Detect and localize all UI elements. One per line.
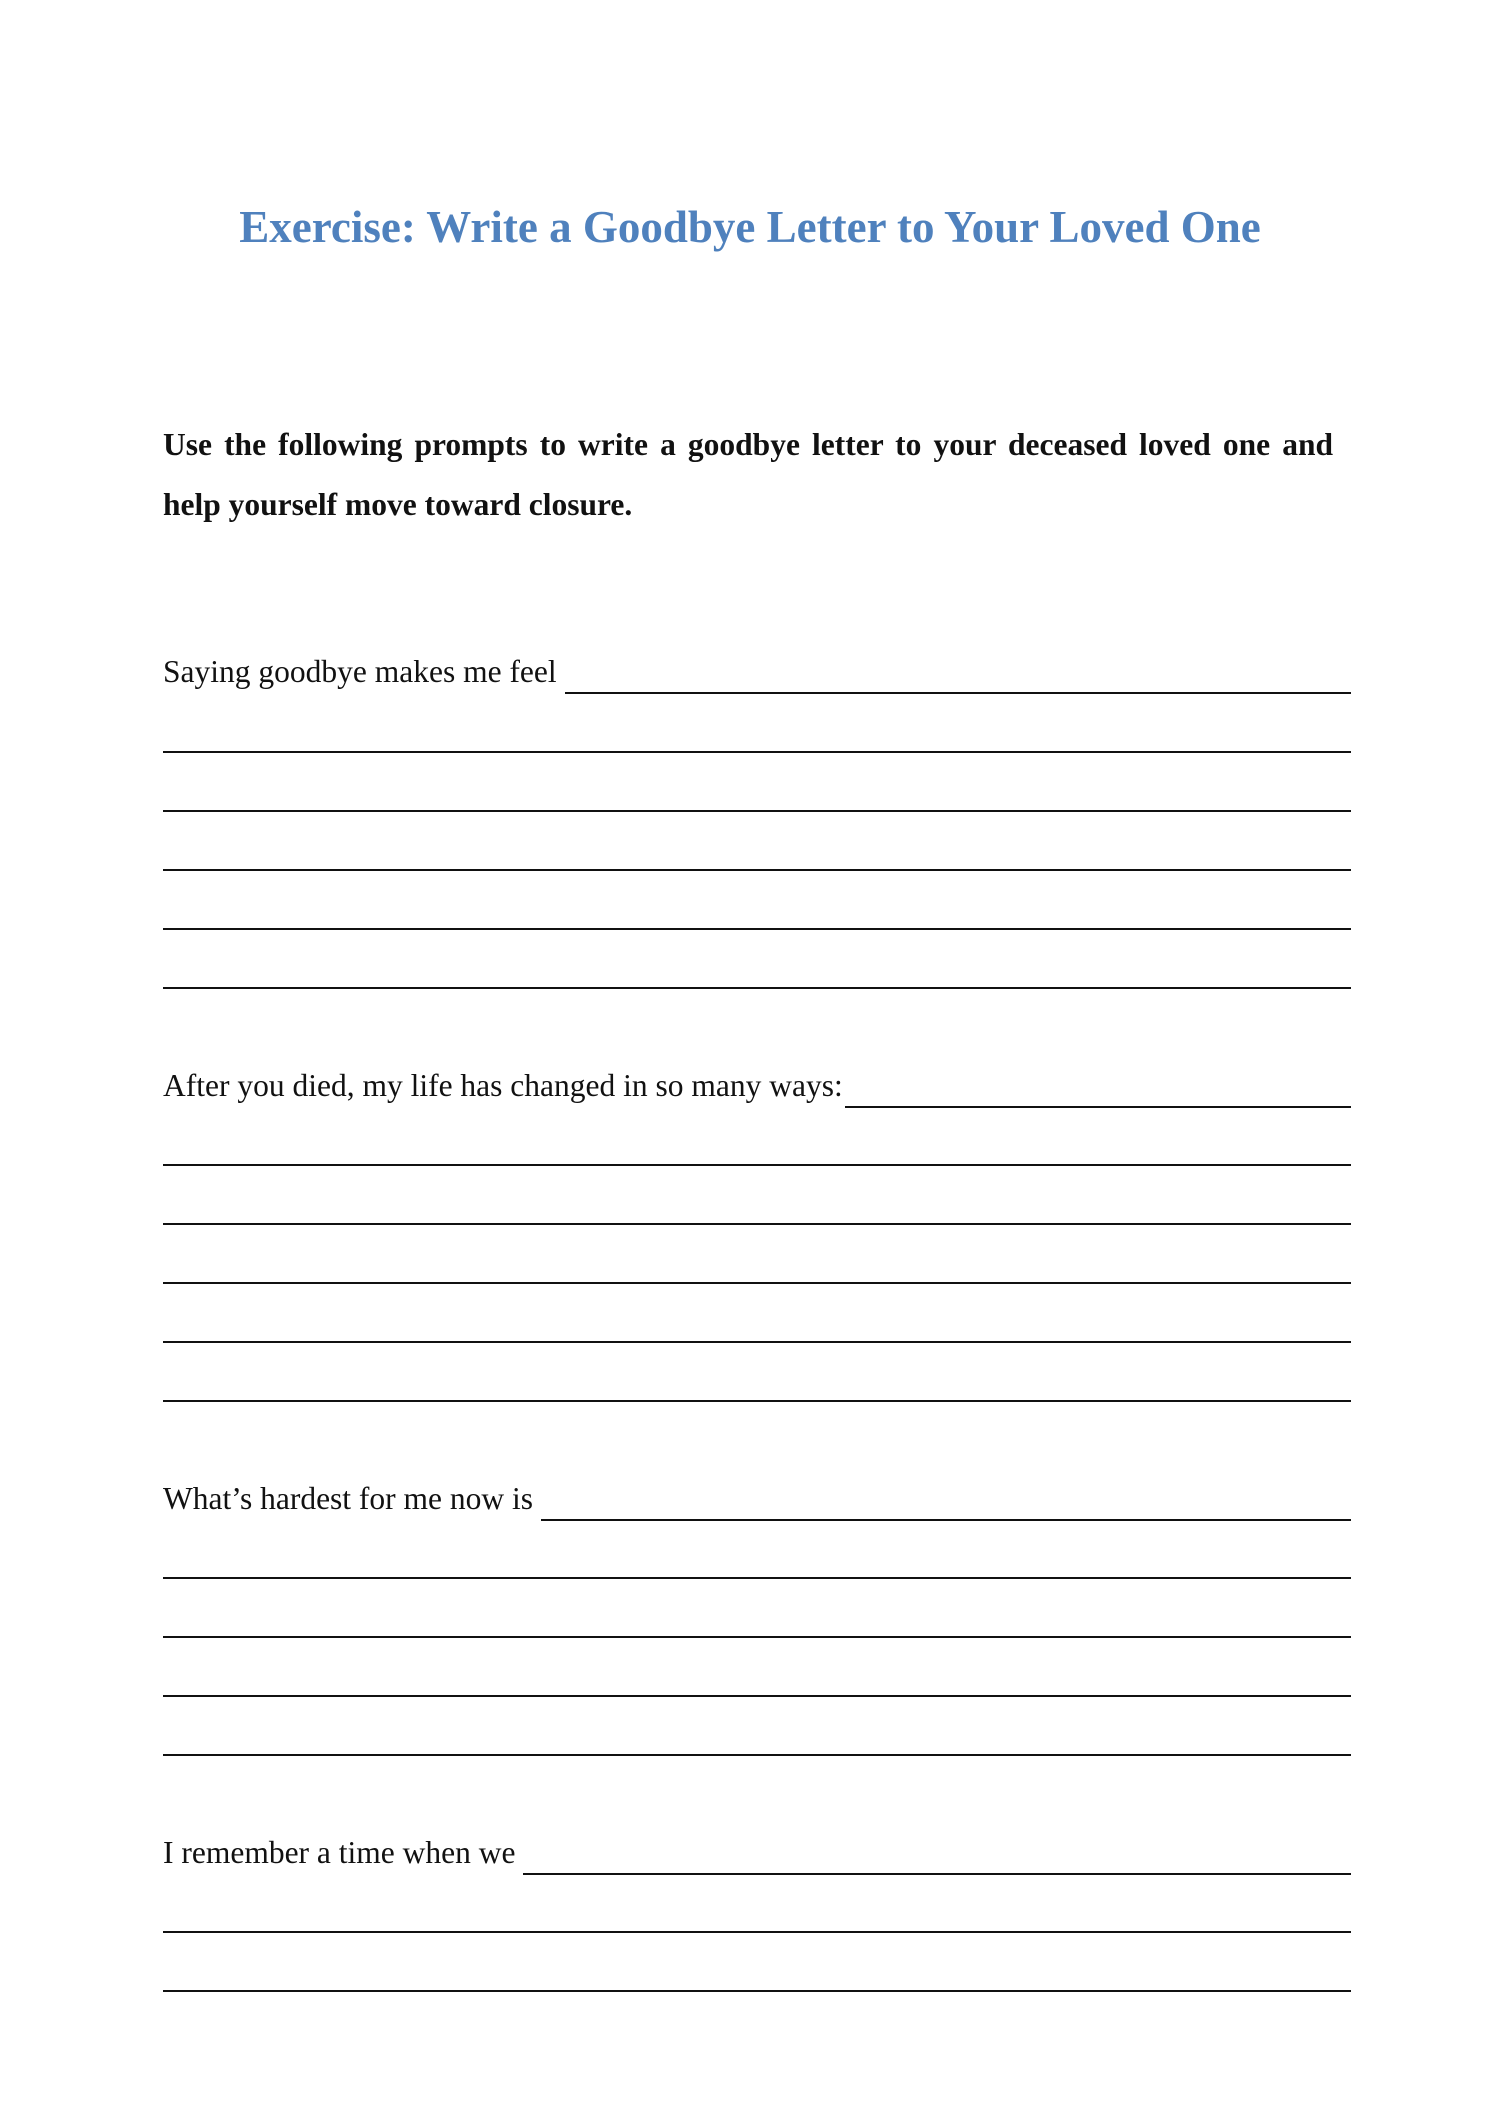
page-title: Exercise: Write a Goodbye Letter to Your Loved One — [239, 202, 1261, 252]
answer-line[interactable] — [163, 928, 1351, 930]
answer-line[interactable] — [845, 1105, 1351, 1108]
answer-line[interactable] — [163, 1341, 1351, 1343]
answer-line[interactable] — [163, 1400, 1351, 1402]
answer-line[interactable] — [163, 1164, 1351, 1166]
answer-line[interactable] — [163, 1636, 1351, 1638]
prompt-row-life-changed — [163, 1066, 1351, 1110]
intro-instructions: Use the following prompts to write a goodbye letter to your deceased loved one and help yourself move toward closure. — [163, 427, 1333, 522]
answer-line[interactable] — [163, 1931, 1351, 1933]
prompt-label: After you died, my life has changed in so many ways: — [163, 1068, 843, 1103]
answer-line[interactable] — [163, 1223, 1351, 1225]
prompt-row-remember — [163, 1833, 1351, 1877]
answer-line[interactable] — [163, 1695, 1351, 1697]
answer-line[interactable] — [565, 691, 1351, 694]
answer-line[interactable] — [163, 1577, 1351, 1579]
answer-line[interactable] — [163, 1754, 1351, 1756]
answer-line[interactable] — [541, 1518, 1351, 1521]
answer-line[interactable] — [163, 1282, 1351, 1284]
answer-line[interactable] — [163, 869, 1351, 871]
answer-line[interactable] — [163, 810, 1351, 812]
answer-line[interactable] — [163, 1990, 1351, 1992]
prompt-label: Saying goodbye makes me feel — [163, 654, 557, 689]
prompt-row-hardest — [163, 1479, 1351, 1523]
answer-line[interactable] — [523, 1872, 1351, 1875]
prompt-label: What’s hardest for me now is — [163, 1481, 534, 1516]
prompt-label: I remember a time when we — [163, 1835, 516, 1870]
answer-line[interactable] — [163, 987, 1351, 989]
prompt-row-saying-goodbye — [163, 652, 1351, 696]
answer-line[interactable] — [163, 751, 1351, 753]
